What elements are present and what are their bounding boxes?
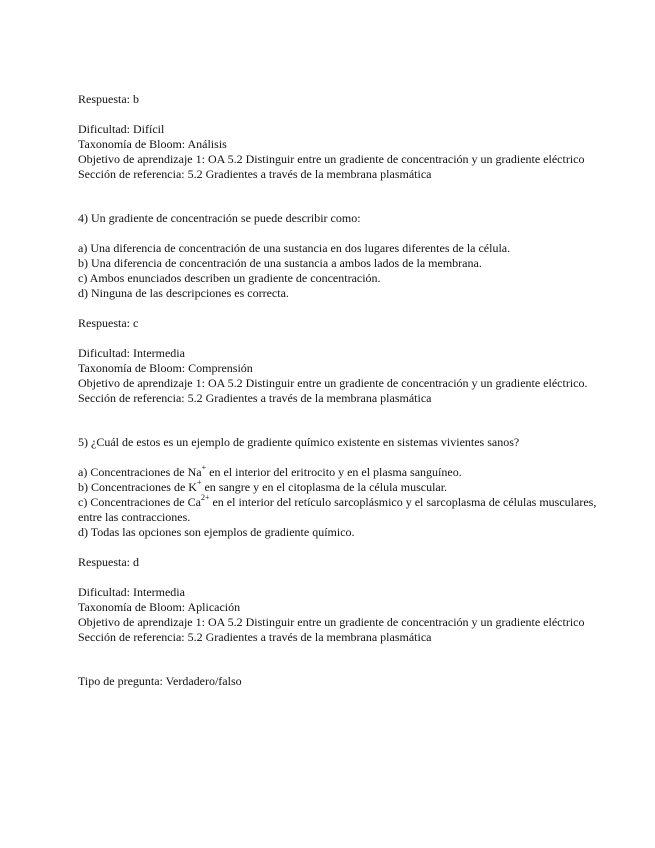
- q5-option-a-sup: +: [201, 463, 207, 472]
- q4-option-c: c) Ambos enunciados describen un gradiente de concentración.: [78, 271, 381, 285]
- q5-objective: Objetivo de aprendizaje 1: OA 5.2 Distinguir entre un gradiente de concentración y un gradiente eléctrico: [78, 615, 585, 629]
- q5-option-b-before: b) Concentraciones de K: [78, 480, 197, 494]
- q3-answer: Respuesta: b: [78, 92, 139, 106]
- q5-option-a: [78, 465, 598, 480]
- q5-option-c-sup: 2+: [200, 493, 210, 502]
- q5-question: 5) ¿Cuál de estos es un ejemplo de gradiente químico existente en sistemas vivientes sanos?: [78, 435, 520, 449]
- q4-answer: Respuesta: c: [78, 316, 139, 330]
- document-page: [78, 92, 598, 689]
- q4-option-d: d) Ninguna de las descripciones es correcta.: [78, 286, 289, 300]
- q4-objective: Objetivo de aprendizaje 1: OA 5.2 Distinguir entre un gradiente de concentración y un gradiente eléctrico.: [78, 376, 588, 390]
- q4-option-a: a) Una diferencia de concentración de una sustancia en dos lugares diferentes de la célula.: [78, 241, 511, 255]
- q3-objective: Objetivo de aprendizaje 1: OA 5.2 Distinguir entre un gradiente de concentración y un gradiente eléctrico: [78, 152, 585, 166]
- q5-option-b-after: en sangre y en el citoplasma de la célula muscular.: [201, 480, 448, 494]
- q3-section: Sección de referencia: 5.2 Gradientes a través de la membrana plasmática: [78, 167, 432, 181]
- q5-option-b: [78, 480, 598, 495]
- q4-difficulty: Dificultad: Intermedia: [78, 346, 185, 360]
- q4-option-b: b) Una diferencia de concentración de una sustancia a ambos lados de la membrana.: [78, 256, 482, 270]
- q5-difficulty: Dificultad: Intermedia: [78, 585, 185, 599]
- q5-option-a-after: en el interior del eritrocito y en el plasma sanguíneo.: [206, 465, 462, 479]
- q5-option-c-before: c) Concentraciones de Ca: [78, 495, 201, 509]
- q5-option-a-before: a) Concentraciones de Na: [78, 465, 202, 479]
- q5-option-c-after: en el interior del retículo sarcoplásmico y el sarcoplasma de células musculares, entre las contracciones.: [78, 495, 597, 524]
- q5-option-d: d) Todas las opciones son ejemplos de gradiente químico.: [78, 525, 355, 539]
- q3-difficulty: Dificultad: Difícil: [78, 122, 165, 136]
- q5-bloom: Taxonomía de Bloom: Aplicación: [78, 600, 241, 614]
- q5-section: Sección de referencia: 5.2 Gradientes a través de la membrana plasmática: [78, 630, 432, 644]
- q4-section: Sección de referencia: 5.2 Gradientes a través de la membrana plasmática: [78, 391, 432, 405]
- q3-bloom: Taxonomía de Bloom: Análisis: [78, 137, 227, 151]
- q4-bloom: Taxonomía de Bloom: Comprensión: [78, 361, 253, 375]
- q5-answer: Respuesta: d: [78, 555, 139, 569]
- q5-option-b-sup: +: [196, 478, 202, 487]
- q5-option-c: [78, 495, 598, 525]
- next-question-type: Tipo de pregunta: Verdadero/falso: [78, 674, 242, 688]
- q4-question: 4) Un gradiente de concentración se puede describir como:: [78, 211, 361, 225]
